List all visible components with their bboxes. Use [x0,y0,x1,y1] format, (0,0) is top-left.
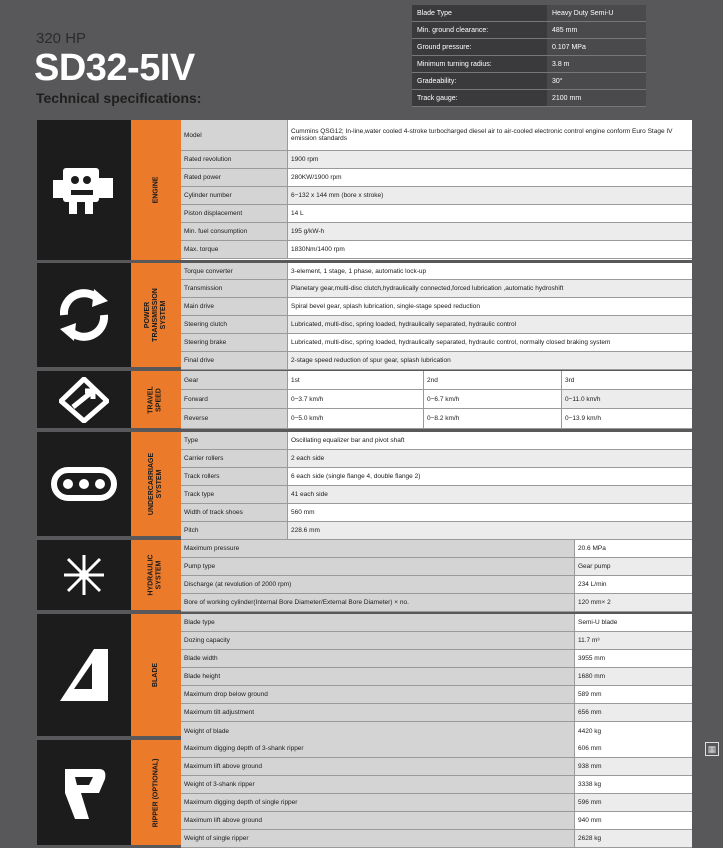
row-value: Semi-U blade [575,614,692,631]
row-value: 1830Nm/1400 rpm [288,241,692,258]
row-key: Rated revolution [181,151,288,168]
row-value: 2628 kg [575,830,692,847]
spec-value: 485 mm [547,22,646,39]
table-row [181,576,692,594]
row-value: 606 mm [575,740,692,757]
model-title: SD32-5IV [34,47,195,89]
row-value: 4420 kg [575,722,692,740]
table-row [181,740,692,758]
table-row [181,205,692,223]
power-label: POWER TRANSMISSION SYSTEM [131,263,181,367]
row-value: 120 mm× 2 [575,594,692,611]
table-row [412,73,646,90]
horsepower: 320 HP [36,30,87,47]
qr-code-icon[interactable]: ▦ [705,742,719,756]
spec-key: Gradeability: [412,73,547,90]
gear-1st: 1st [288,371,424,389]
spec-key: Blade Type [412,5,547,22]
row-value: 11.7 m³ [575,632,692,649]
hydraulic-section [37,540,692,610]
travel-label: TRAVEL SPEED [131,371,181,428]
row-value: 228.6 mm [288,522,692,539]
table-row [181,450,692,468]
spec-value: 30° [547,73,646,90]
spec-key: Minimum turning radius: [412,56,547,73]
blade-icon [37,614,131,736]
table-row [181,409,692,429]
table-row [412,5,646,22]
row-key: Reverse [181,409,288,428]
hydraulic-table [181,540,692,610]
row-key: Dozing capacity [181,632,575,649]
row-value: 596 mm [575,794,692,811]
table-row [181,830,692,848]
row-value: 234 L/min [575,576,692,593]
row-key: Transmission [181,280,288,297]
row-key: Main drive [181,298,288,315]
table-row [181,169,692,187]
table-row [181,120,692,151]
gear-3rd: 3rd [562,371,692,389]
row-value: 938 mm [575,758,692,775]
transmission-icon [37,263,131,367]
row-key: Weight of 3-shank ripper [181,776,575,793]
row-key: Steering clutch [181,316,288,333]
engine-icon [37,120,131,260]
row-key: Maximum digging depth of 3-shank ripper [181,740,575,757]
reverse-1st: 0−5.0 km/h [288,409,424,428]
blade-label: BLADE [131,614,181,736]
row-value: Lubricated, multi-disc, spring loaded, hydraulically separated, hydraulic control [288,316,692,333]
spec-value: Heavy Duty Semi-U [547,5,646,22]
blade-table [181,614,692,736]
table-row [181,776,692,794]
table-row [181,758,692,776]
row-key: Weight of blade [181,722,575,740]
table-row [181,352,692,370]
row-key: Steering brake [181,334,288,351]
forward-2nd: 0−6.7 km/h [424,390,562,408]
table-row [412,56,646,73]
ripper-label: RIPPER (OPTIONAL) [131,740,181,845]
row-key: Model [181,120,288,150]
row-key: Maximum digging depth of single ripper [181,794,575,811]
row-key: Track type [181,486,288,503]
row-key: Discharge (at revolution of 2000 rpm) [181,576,575,593]
row-value: 6 each side (single flange 4, double flange 2) [288,468,692,485]
row-value: 14 L [288,205,692,222]
row-key: Bore of working cylinder(Internal Bore Diameter/External Bore Diameter) × no. [181,594,575,611]
row-value: 3955 mm [575,650,692,667]
table-row [181,187,692,205]
spec-value: 0.107 MPa [547,39,646,56]
table-row [181,371,692,390]
row-value: 3-element, 1 stage, 1 phase, automatic lock-up [288,263,692,279]
table-row [412,39,646,56]
row-key: Torque converter [181,263,288,279]
row-key: Cylinder number [181,187,288,204]
row-value: 589 mm [575,686,692,703]
engine-table [181,120,692,260]
table-row [412,90,646,107]
table-row [181,504,692,522]
row-value: Lubricated, multi-disc, spring loaded, hydraulically separated, hydraulic control, normally closed braking system [288,334,692,351]
hydraulic-icon [37,540,131,610]
table-row [181,263,692,280]
ripper-icon [37,740,131,845]
undercarriage-section [37,432,692,536]
row-value: 1680 mm [575,668,692,685]
spec-key: Min. ground clearance: [412,22,547,39]
row-value: Gear pump [575,558,692,575]
row-key: Pitch [181,522,288,539]
travel-table [181,371,692,428]
row-value: Spiral bevel gear, splash lubrication, single-stage speed reduction [288,298,692,315]
power-table [181,263,692,367]
table-row [181,298,692,316]
row-key: Piston displacement [181,205,288,222]
row-value: 656 mm [575,704,692,721]
table-row [181,486,692,504]
table-row [412,22,646,39]
row-key: Max. torque [181,241,288,258]
row-key: Maximum lift above ground [181,812,575,829]
row-value: 195 g/kW-h [288,223,692,240]
table-row [181,558,692,576]
row-key: Maximum lift above ground [181,758,575,775]
table-row [181,223,692,241]
table-row [181,614,692,632]
table-row [181,812,692,830]
track-icon [37,432,131,536]
row-key: Weight of single ripper [181,830,575,847]
row-key: Pump type [181,558,575,575]
forward-1st: 0−3.7 km/h [288,390,424,408]
row-value: 3338 kg [575,776,692,793]
spec-key: Track gauge: [412,90,547,107]
engine-section [37,120,692,260]
row-key: Track rollers [181,468,288,485]
power-section [37,263,692,367]
row-value: 1900 rpm [288,151,692,168]
undercarriage-table [181,432,692,536]
table-row [181,794,692,812]
row-value: 20.6 MPa [575,540,692,557]
table-row [181,704,692,722]
table-row [181,722,692,741]
ripper-section [37,740,692,845]
table-row [181,468,692,486]
row-value: 560 mm [288,504,692,521]
reverse-2nd: 0−8.2 km/h [424,409,562,428]
row-value: 6−132 x 144 mm (bore x stroke) [288,187,692,204]
row-key: Width of track shoes [181,504,288,521]
table-row [181,334,692,352]
hydraulic-label: HYDRAULIC SYSTEM [131,540,181,610]
table-row [181,650,692,668]
row-value: 2 each side [288,450,692,467]
spec-value: 3.8 m [547,56,646,73]
row-key: Final drive [181,352,288,369]
spec-key: Ground pressure: [412,39,547,56]
row-key: Gear [181,371,288,389]
table-row [181,522,692,540]
engine-label: ENGINE [131,120,181,260]
row-key: Blade width [181,650,575,667]
row-value: Planetary gear,multi-disc clutch,hydraulically connected,forced lubrication ,automatic hydroshift [288,280,692,297]
table-row [181,280,692,298]
table-row [181,241,692,259]
undercarriage-label: UNDERCARRIAGE SYSTEM [131,432,181,536]
spec-value: 2100 mm [547,90,646,107]
row-value: 41 each side [288,486,692,503]
table-row [181,316,692,334]
table-row [181,432,692,450]
row-key: Rated power [181,169,288,186]
reverse-3rd: 0−13.9 km/h [562,409,692,428]
row-value: Oscillating equalizer bar and pivot shaft [288,432,692,449]
table-row [181,390,692,409]
row-value: 2-stage speed reduction of spur gear, splash lubrication [288,352,692,369]
table-row [181,594,692,612]
row-key: Forward [181,390,288,408]
row-value: Cummins QSG12; In-line,water cooled 4-stroke turbocharged diesel air to air-cooled electronic control engine conform Euro Stage IV emission standards [288,120,692,150]
row-key: Min. fuel consumption [181,223,288,240]
table-row [181,151,692,169]
table-row [181,686,692,704]
row-key: Maximum drop below ground [181,686,575,703]
row-key: Type [181,432,288,449]
row-key: Maximum tilt adjustment [181,704,575,721]
table-row [181,540,692,558]
travel-section [37,371,692,428]
gear-2nd: 2nd [424,371,562,389]
subtitle: Technical specifications: [36,90,202,106]
row-key: Blade height [181,668,575,685]
blade-section [37,614,692,736]
ripper-table [181,740,692,845]
forward-3rd: 0−11.0 km/h [562,390,692,408]
row-key: Carrier rollers [181,450,288,467]
travel-icon [37,371,131,428]
row-key: Maximum pressure [181,540,575,557]
row-value: 280KW/1900 rpm [288,169,692,186]
row-value: 940 mm [575,812,692,829]
row-key: Blade type [181,614,575,631]
summary-table [412,5,646,107]
table-row [181,632,692,650]
table-row [181,668,692,686]
